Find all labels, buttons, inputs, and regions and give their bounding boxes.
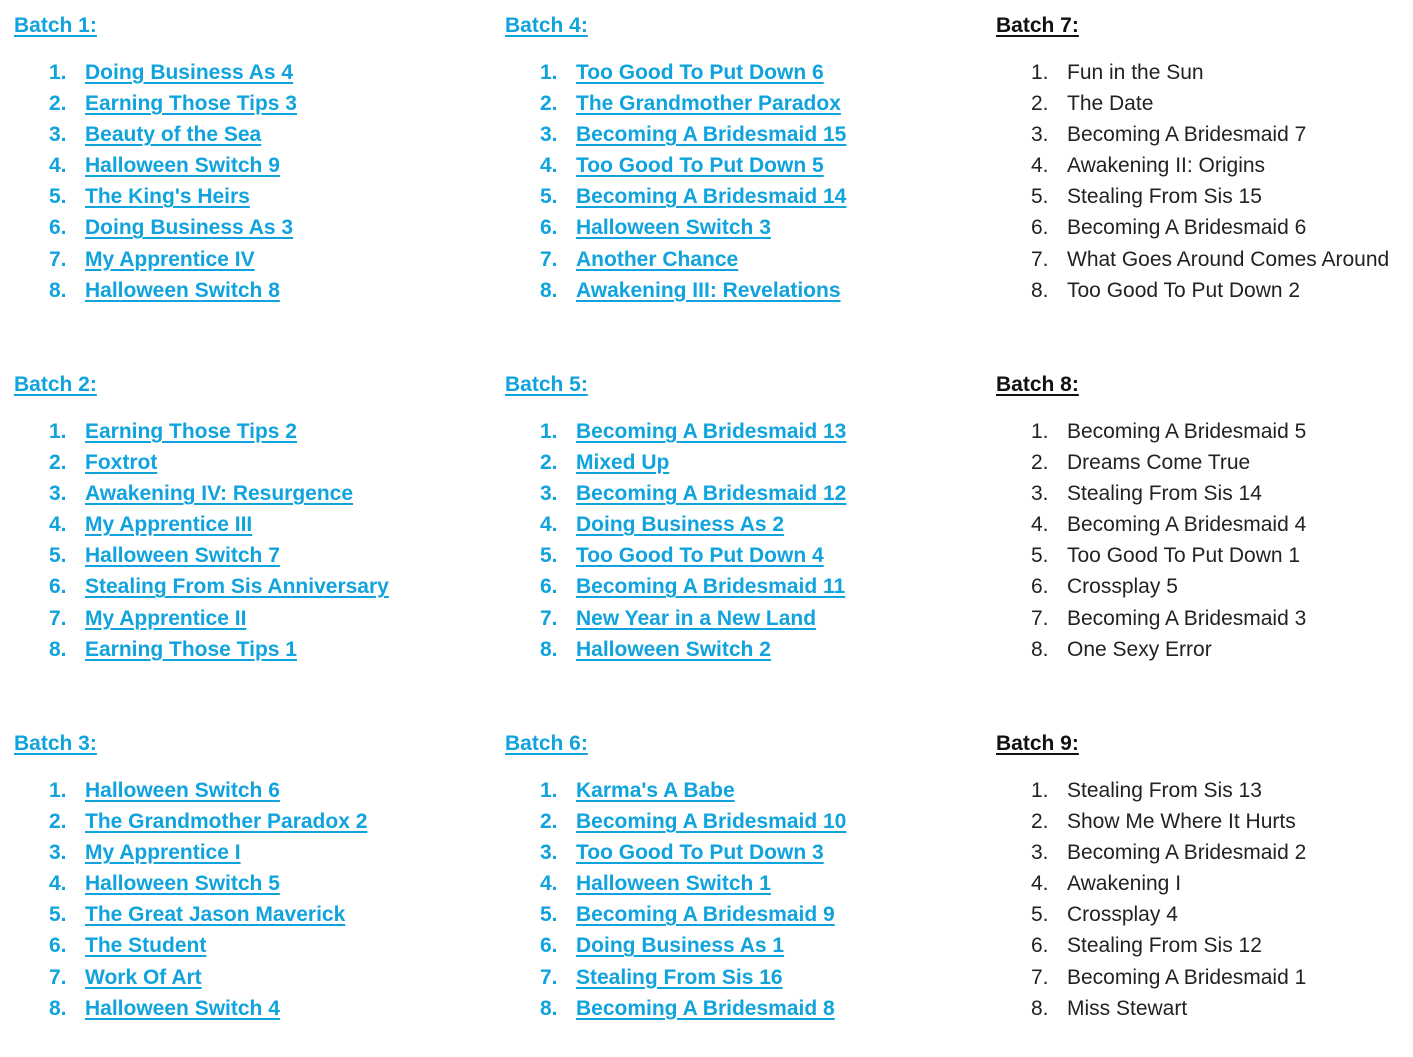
title-text: What Goes Around Comes Around	[1067, 247, 1390, 271]
list-item-number: 4.	[49, 872, 67, 896]
list-item-number: 4.	[1031, 154, 1049, 178]
title-link[interactable]: Becoming A Bridesmaid 10	[576, 810, 847, 834]
list-item-number: 4.	[540, 872, 558, 896]
list-item-number: 7.	[49, 247, 67, 271]
title-link[interactable]: Earning Those Tips 1	[85, 637, 297, 661]
list-item-number: 2.	[1031, 92, 1049, 116]
list-item-number: 8.	[49, 278, 67, 302]
list-item-number: 8.	[49, 996, 67, 1020]
list-item-number: 3.	[1031, 841, 1049, 865]
title-link[interactable]: Doing Business As 3	[85, 216, 294, 240]
list-item-number: 2.	[540, 810, 558, 834]
title-link[interactable]: Work Of Art	[85, 965, 202, 989]
list-item-number: 8.	[1031, 278, 1049, 302]
list-item-number: 5.	[49, 903, 67, 927]
batch-9-heading: Batch 9:	[996, 732, 1079, 755]
title-link[interactable]: Doing Business As 4	[85, 61, 294, 84]
title-link[interactable]: Too Good To Put Down 3	[576, 841, 824, 865]
title-link[interactable]: The Great Jason Maverick	[85, 903, 346, 927]
title-link[interactable]: Becoming A Bridesmaid 11	[576, 575, 846, 599]
list-item-number: 3.	[49, 841, 67, 865]
title-link[interactable]: The King's Heirs	[85, 185, 250, 209]
list-item-number: 2.	[540, 451, 558, 475]
title-link[interactable]: New Year in a New Land	[576, 606, 817, 630]
title-text: Becoming A Bridesmaid 1	[1067, 965, 1307, 989]
title-link[interactable]: The Grandmother Paradox	[576, 92, 841, 116]
title-link[interactable]: Doing Business As 1	[576, 934, 785, 958]
title-text: One Sexy Error	[1067, 637, 1212, 661]
list-item-number: 3.	[49, 482, 67, 506]
title-link[interactable]: My Apprentice IV	[85, 247, 255, 271]
list-item-number: 5.	[49, 185, 67, 209]
list-item-number: 6.	[540, 575, 558, 599]
list-item-number: 4.	[1031, 513, 1049, 537]
list-item-number: 7.	[540, 965, 558, 989]
list-item-number: 4.	[49, 513, 67, 537]
title-link[interactable]: Halloween Switch 7	[85, 544, 280, 568]
title-text: Awakening I	[1067, 872, 1182, 896]
title-link[interactable]: Halloween Switch 4	[85, 996, 280, 1020]
list-item-number: 2.	[1031, 810, 1049, 834]
title-link[interactable]: Becoming A Bridesmaid 13	[576, 420, 847, 443]
list-item-number: 5.	[540, 544, 558, 568]
list-item-number: 1.	[49, 779, 67, 802]
title-text: Too Good To Put Down 1	[1067, 544, 1301, 568]
batch-8-heading: Batch 8:	[996, 373, 1079, 396]
list-item-number: 7.	[1031, 606, 1049, 630]
list-item-number: 7.	[49, 965, 67, 989]
title-text: Becoming A Bridesmaid 6	[1067, 216, 1307, 240]
title-text: Fun in the Sun	[1067, 61, 1204, 84]
title-link[interactable]: Halloween Switch 1	[576, 872, 771, 896]
title-link[interactable]: Foxtrot	[85, 451, 158, 475]
list-item-number: 6.	[49, 216, 67, 240]
list-item-number: 8.	[540, 278, 558, 302]
batch-2-heading[interactable]: Batch 2:	[14, 373, 97, 396]
title-link[interactable]: Beauty of the Sea	[85, 123, 262, 147]
list-item-number: 7.	[540, 247, 558, 271]
list-item-number: 3.	[540, 482, 558, 506]
list-item-number: 6.	[540, 934, 558, 958]
title-link[interactable]: Halloween Switch 9	[85, 154, 280, 178]
title-link[interactable]: My Apprentice I	[85, 841, 241, 865]
batch-6-heading[interactable]: Batch 6:	[505, 732, 588, 755]
title-text: Becoming A Bridesmaid 4	[1067, 513, 1307, 537]
list-item-number: 1.	[540, 61, 558, 84]
list-item-number: 2.	[1031, 451, 1049, 475]
title-link[interactable]: Halloween Switch 5	[85, 872, 280, 896]
list-item-number: 1.	[540, 779, 558, 802]
title-link[interactable]: Awakening IV: Resurgence	[85, 482, 354, 506]
list-item-number: 2.	[49, 92, 67, 116]
title-link[interactable]: The Grandmother Paradox 2	[85, 810, 368, 834]
title-link[interactable]: Halloween Switch 2	[576, 637, 771, 661]
list-item-number: 6.	[1031, 216, 1049, 240]
list-item-number: 3.	[540, 123, 558, 147]
title-link[interactable]: Halloween Switch 3	[576, 216, 771, 240]
list-item-number: 5.	[1031, 185, 1049, 209]
list-item-number: 2.	[49, 451, 67, 475]
batch-1-heading[interactable]: Batch 1:	[14, 14, 97, 37]
list-item-number: 3.	[49, 123, 67, 147]
title-link[interactable]: Becoming A Bridesmaid 9	[576, 903, 835, 927]
list-item-number: 8.	[540, 637, 558, 661]
title-text: Crossplay 4	[1067, 903, 1178, 927]
batch-4-heading[interactable]: Batch 4:	[505, 14, 588, 37]
list-item-number: 4.	[540, 154, 558, 178]
title-text: Awakening II: Origins	[1067, 154, 1266, 178]
title-link[interactable]: Becoming A Bridesmaid 12	[576, 482, 847, 506]
list-item-number: 7.	[540, 606, 558, 630]
title-text: The Date	[1067, 92, 1154, 116]
list-item-number: 5.	[540, 903, 558, 927]
title-link[interactable]: Stealing From Sis 16	[576, 965, 783, 989]
title-link[interactable]: Earning Those Tips 2	[85, 420, 297, 443]
title-link[interactable]: Awakening III: Revelations	[576, 278, 841, 302]
list-item-number: 2.	[540, 92, 558, 116]
title-link[interactable]: Becoming A Bridesmaid 8	[576, 996, 835, 1020]
list-item-number: 5.	[49, 544, 67, 568]
list-item-number: 3.	[540, 841, 558, 865]
list-item-number: 4.	[49, 154, 67, 178]
title-link[interactable]: Karma's A Babe	[576, 779, 735, 802]
batch-7-heading: Batch 7:	[996, 14, 1079, 37]
list-item-number: 3.	[1031, 482, 1049, 506]
list-item-number: 7.	[1031, 965, 1049, 989]
list-item-number: 7.	[49, 606, 67, 630]
list-item-number: 5.	[1031, 903, 1049, 927]
title-text: Stealing From Sis 14	[1067, 482, 1262, 506]
title-link[interactable]: Becoming A Bridesmaid 15	[576, 123, 847, 147]
title-link[interactable]: Halloween Switch 8	[85, 278, 280, 302]
title-text: Becoming A Bridesmaid 5	[1067, 420, 1307, 443]
title-link[interactable]: Too Good To Put Down 6	[576, 61, 824, 84]
title-link[interactable]: My Apprentice II	[85, 606, 247, 630]
title-text: Stealing From Sis 13	[1067, 779, 1262, 802]
list-item-number: 5.	[1031, 544, 1049, 568]
title-text: Stealing From Sis 12	[1067, 934, 1262, 958]
list-item-number: 3.	[1031, 123, 1049, 147]
title-link[interactable]: Mixed Up	[576, 451, 670, 475]
list-item-number: 1.	[1031, 779, 1049, 802]
list-item-number: 1.	[1031, 420, 1049, 443]
title-link[interactable]: Earning Those Tips 3	[85, 92, 297, 116]
title-text: Stealing From Sis 15	[1067, 185, 1262, 209]
list-item-number: 1.	[1031, 61, 1049, 84]
title-text: Becoming A Bridesmaid 3	[1067, 606, 1307, 630]
title-link[interactable]: My Apprentice III	[85, 513, 253, 537]
title-text: Becoming A Bridesmaid 7	[1067, 123, 1307, 147]
list-item-number: 7.	[1031, 247, 1049, 271]
title-link[interactable]: Too Good To Put Down 4	[576, 544, 824, 568]
title-link[interactable]: Doing Business As 2	[576, 513, 785, 537]
title-link[interactable]: The Student	[85, 934, 207, 958]
title-text: Dreams Come True	[1067, 451, 1251, 475]
list-item-number: 6.	[540, 216, 558, 240]
batch-3-heading[interactable]: Batch 3:	[14, 732, 97, 755]
list-item-number: 8.	[49, 637, 67, 661]
title-link[interactable]: Becoming A Bridesmaid 14	[576, 185, 847, 209]
title-link[interactable]: Too Good To Put Down 5	[576, 154, 824, 178]
title-link[interactable]: Halloween Switch 6	[85, 779, 280, 802]
list-item-number: 6.	[1031, 934, 1049, 958]
list-item-number: 8.	[540, 996, 558, 1020]
list-item-number: 1.	[49, 420, 67, 443]
list-item-number: 6.	[1031, 575, 1049, 599]
list-item-number: 8.	[1031, 637, 1049, 661]
title-text: Miss Stewart	[1067, 996, 1188, 1020]
title-text: Becoming A Bridesmaid 2	[1067, 841, 1307, 865]
title-link[interactable]: Stealing From Sis Anniversary	[85, 575, 389, 599]
batch-5-heading[interactable]: Batch 5:	[505, 373, 588, 396]
list-item-number: 4.	[540, 513, 558, 537]
list-item-number: 2.	[49, 810, 67, 834]
list-item-number: 6.	[49, 934, 67, 958]
title-link[interactable]: Another Chance	[576, 247, 739, 271]
list-item-number: 5.	[540, 185, 558, 209]
list-item-number: 6.	[49, 575, 67, 599]
title-text: Show Me Where It Hurts	[1067, 810, 1296, 834]
title-text: Too Good To Put Down 2	[1067, 278, 1301, 302]
title-text: Crossplay 5	[1067, 575, 1178, 599]
list-item-number: 1.	[540, 420, 558, 443]
list-item-number: 8.	[1031, 996, 1049, 1020]
list-item-number: 1.	[49, 61, 67, 84]
list-item-number: 4.	[1031, 872, 1049, 896]
